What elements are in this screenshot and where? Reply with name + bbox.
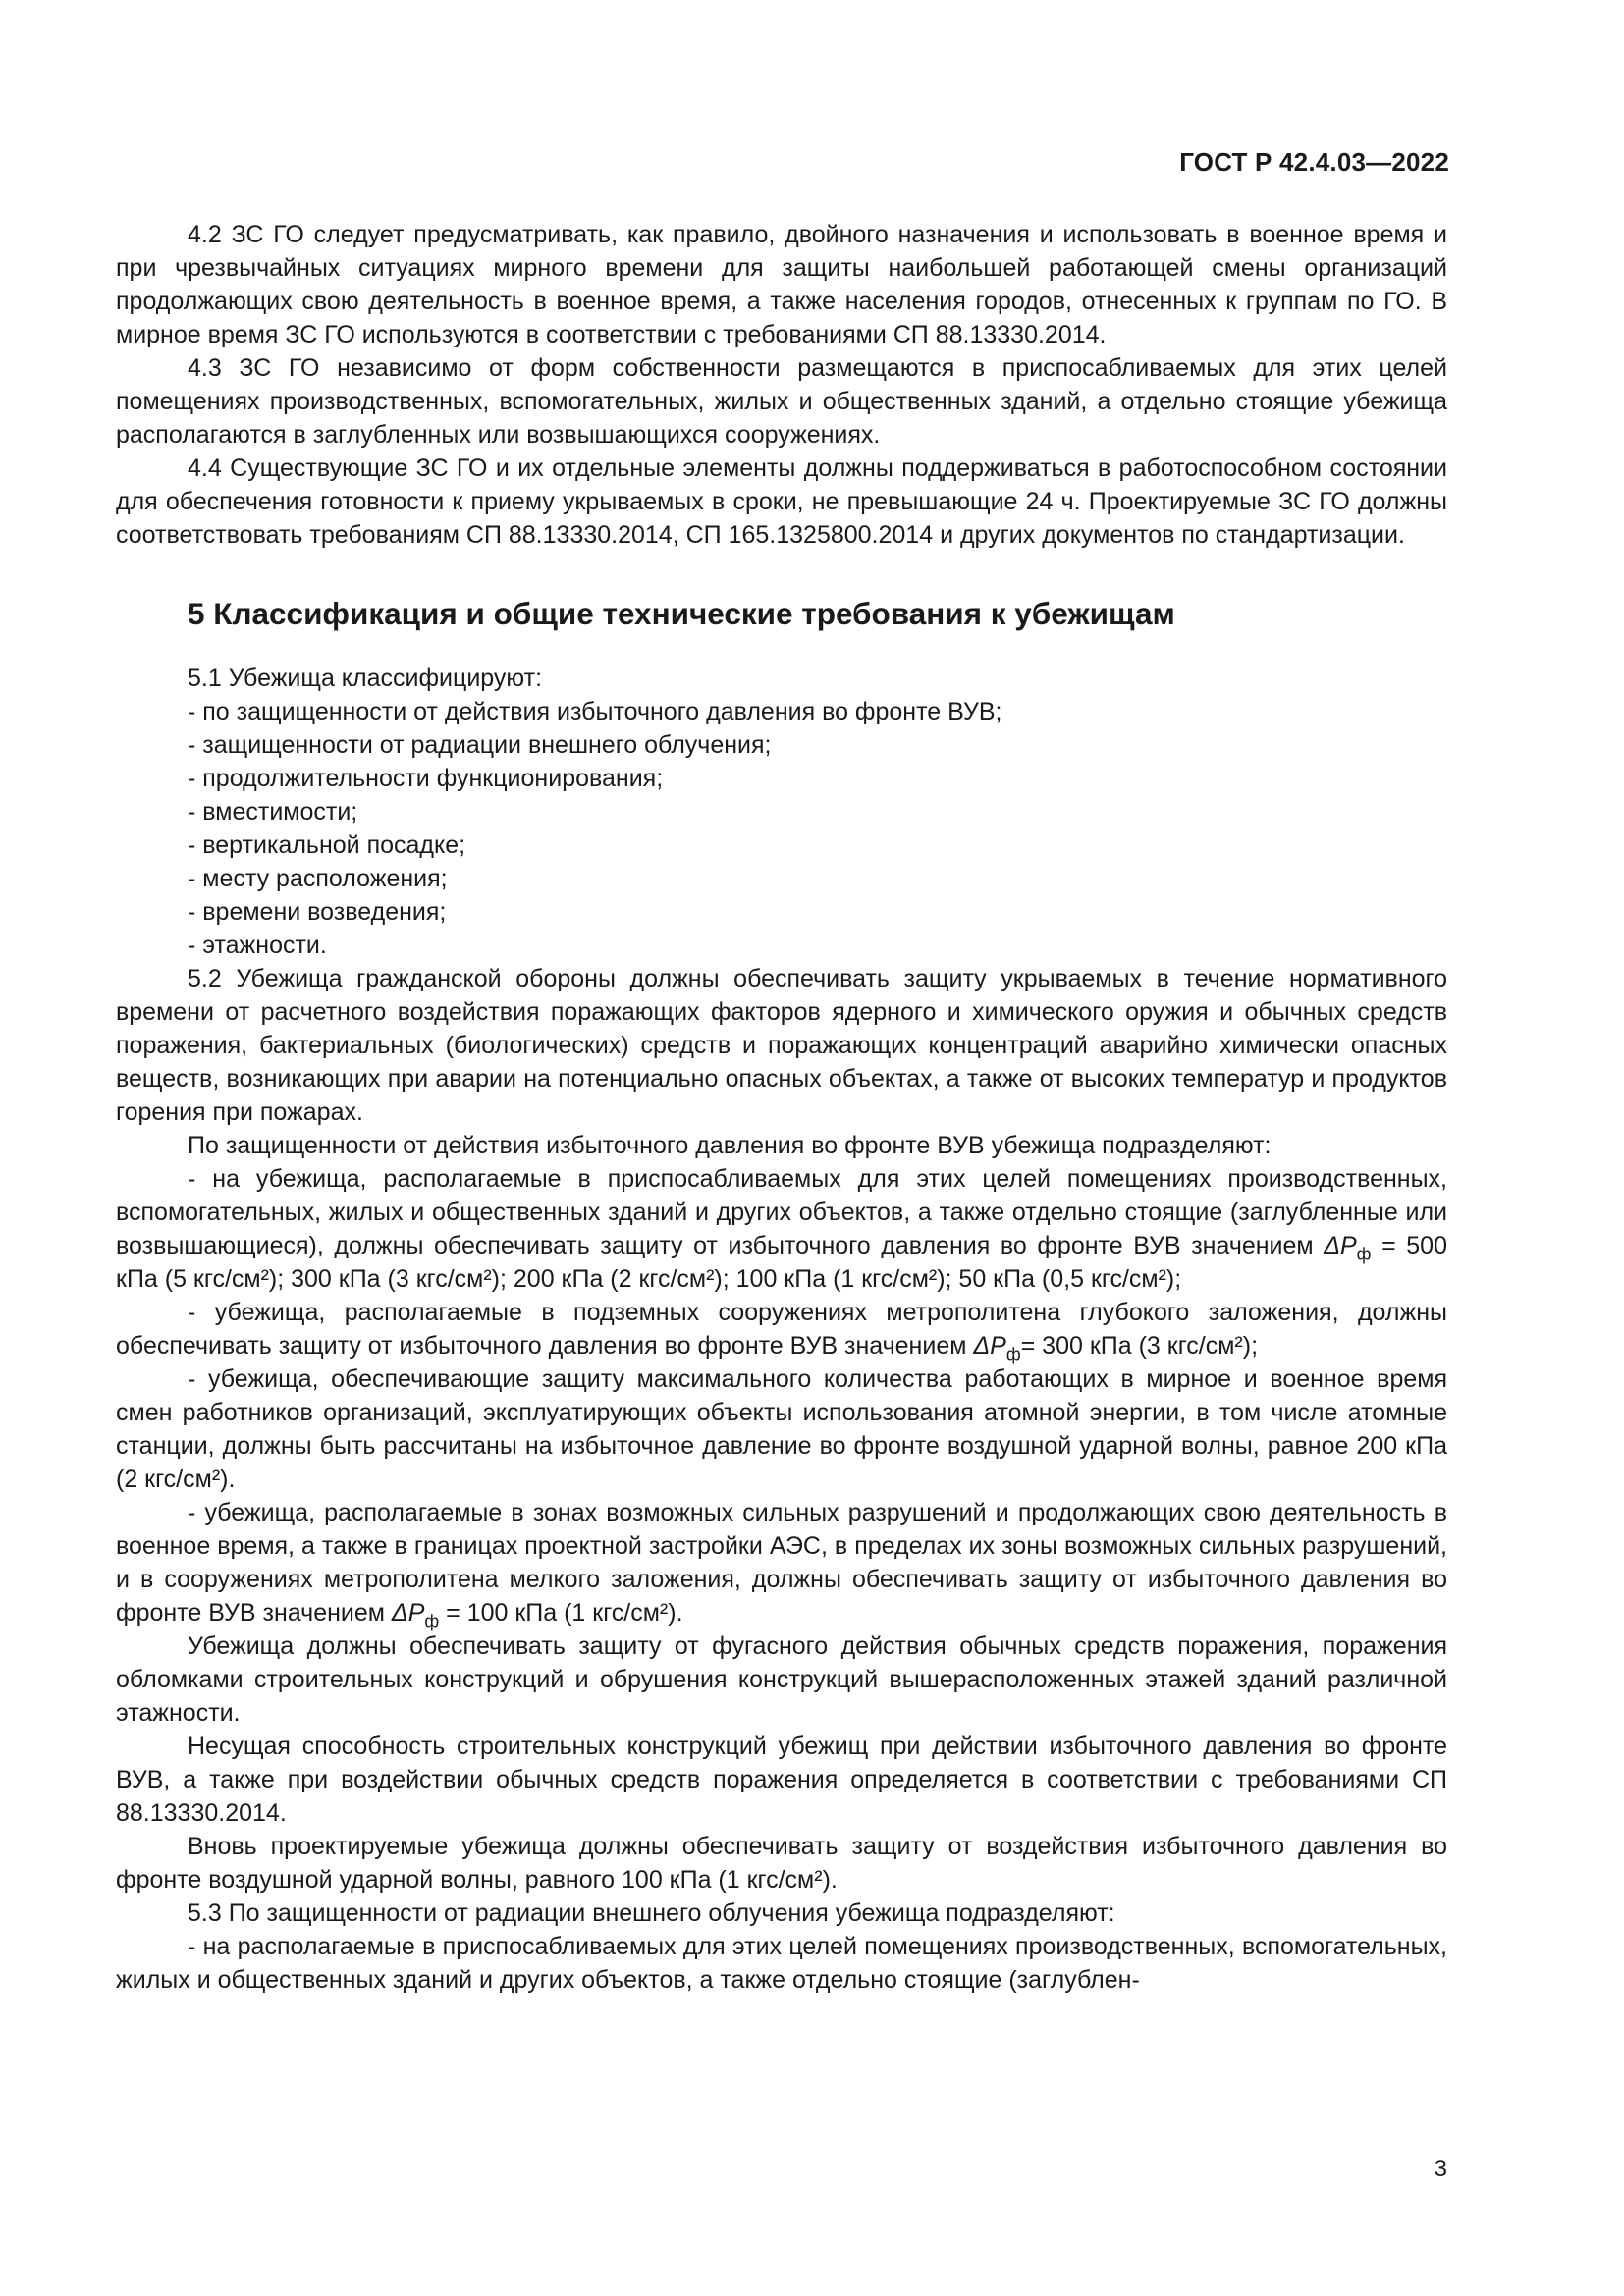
paragraph-5-1: 5.1 Убежища классифицируют: — [188, 665, 543, 692]
paragraph-blast-protection: Убежища должны обеспечивать защиту от фугасного действия обычных средств поражения, поражения обломками строительных конструкций и обрушения конструкций вышерасположенных этажей зданий различной этажности. — [116, 1632, 1447, 1727]
document-body — [116, 218, 1447, 1997]
list-item: - защищенности от радиации внешнего облучения; — [188, 731, 772, 759]
delta-p-symbol: ΔP — [1324, 1232, 1357, 1259]
page-number: 3 — [1434, 2156, 1447, 2182]
pressure-item-adapted-shelters — [116, 1162, 1447, 1296]
list-item: - вертикальной посадке; — [188, 831, 466, 859]
classification-list — [116, 695, 1447, 962]
pressure-item-destruction-zones — [116, 1496, 1447, 1629]
paragraph-4-2: 4.2 ЗС ГО следует предусматривать, как правило, двойного назначения и использовать в военное время и при чрезвычайных ситуациях мирного времени для защиты наибольшей работающей смены организаций продолжающих свою деятельность в военное время, а также населения городов, отнесенных к группам по ГО. В мирное время ЗС ГО используются в соответствии с требованиями СП 88.13330.2014. — [116, 221, 1447, 348]
list-item: - месту расположения; — [188, 865, 448, 892]
phi-subscript: ф — [1005, 1344, 1021, 1364]
pressure-item-deep-metro — [116, 1296, 1447, 1362]
paragraph-new-shelters: Вновь проектируемые убежища должны обеспечивать защиту от воздействия избыточного давления во фронте воздушной ударной волны, равного 100 кПа (1 кгс/см²). — [116, 1833, 1447, 1894]
list-item: - времени возведения; — [188, 898, 447, 926]
item-text: - убежища, располагаемые в подземных сооружениях метрополитена глубокого заложения, должны обеспечивать защиту от избыточного давления во фронте ВУВ значением — [116, 1299, 1447, 1360]
list-item: - продолжительности функционирования; — [188, 765, 664, 792]
delta-p-symbol: ΔP — [391, 1599, 425, 1627]
paragraph-4-3: 4.3 ЗС ГО независимо от форм собственности размещаются в приспосабливаемых для этих целей помещениях производственных, вспомогательных, жилых и общественных зданий, а отдельно стоящие убежища располагаются в заглубленных или возвышающихся сооружениях. — [116, 354, 1447, 449]
list-item: - этажности. — [188, 932, 327, 959]
phi-subscript: ф — [424, 1611, 440, 1631]
list-item: - по защищенности от действия избыточного давления во фронте ВУВ; — [188, 698, 1002, 725]
document-code: ГОСТ Р 42.4.03—2022 — [1179, 147, 1449, 177]
pressure-values: = 300 кПа (3 кгс/см²); — [1020, 1332, 1259, 1360]
paragraph-4-4: 4.4 Существующие ЗС ГО и их отдельные элементы должны поддерживаться в работоспособном состоянии для обеспечения готовности к приему укрываемых в сроки, не превышающие 24 ч. Проектируемые ЗС ГО должны соответствовать требованиям СП 88.13330.2014, СП 165.1325800.2014 и других документов по стандартизации. — [116, 454, 1447, 549]
item-text: - на убежища, располагаемые в приспосабливаемых для этих целей помещениях производственных, вспомогательных, жилых и общественных зданий и других объектов, а также отдельно стоящие (заглубленные или возвышающиеся), должны обеспечивать защиту от избыточного давления во фронте ВУВ значением — [116, 1165, 1447, 1259]
section-5-heading: 5 Классификация и общие технические требования к убежищам — [188, 596, 1175, 631]
delta-p-symbol: ΔP — [973, 1332, 1006, 1360]
item-text: - убежища, располагаемые в зонах возможных сильных разрушений и продолжающих свою деятельность в военное время, а также в границах проектной застройки АЭС, в пределах их зоны возможных сильных разрушений, и в сооружениях метрополитена мелкого заложения, должны обеспечивать защиту от избыточного давления во фронте ВУВ значением — [116, 1499, 1447, 1627]
paragraph-load-capacity: Несущая способность строительных конструкций убежищ при действии избыточного давления во фронте ВУВ, а также при воздействии обычных средств поражения определяется в соответствии с требованиями СП 88.13330.2014. — [116, 1733, 1447, 1827]
pressure-values: = 500 кПа (5 кгс/см²); 300 кПа (3 кгс/см²); 200 кПа (2 кгс/см²); 100 кПа (1 кгс/см²); 50 кПа (0,5 кгс/см²); — [116, 1232, 1447, 1293]
paragraph-5-3: 5.3 По защищенности от радиации внешнего облучения убежища подразделяют: — [188, 1899, 1115, 1927]
pressure-item-nuclear: - убежища, обеспечивающие защиту максимального количества работающих в мирное и военное время смен работников организаций, эксплуатирующих объекты использования атомной энергии, в том числе атомные станции, должны быть рассчитаны на избыточное давление во фронте воздушной ударной волны, равное 200 кПа (2 кгс/см²). — [116, 1365, 1447, 1493]
pressure-values: = 100 кПа (1 кгс/см²). — [446, 1599, 683, 1627]
radiation-item-adapted: - на располагаемые в приспосабливаемых для этих целей помещениях производственных, вспомогательных, жилых и общественных зданий и других объектов, а также отдельно стоящие (заглублен- — [116, 1933, 1447, 1994]
paragraph-5-2: 5.2 Убежища гражданской обороны должны обеспечивать защиту укрываемых в течение нормативного времени от расчетного воздействия поражающих факторов ядерного и химического оружия и обычных средств поражения, бактериальных (биологических) средств и поражающих концентраций аварийно химически опасных веществ, возникающих при аварии на потенциально опасных объектах, а также от высоких температур и продуктов горения при пожарах. — [116, 965, 1447, 1126]
phi-subscript: ф — [1356, 1244, 1372, 1264]
pressure-classification-intro: По защищенности от действия избыточного давления во фронте ВУВ убежища подразделяют: — [188, 1132, 1272, 1159]
list-item: - вместимости; — [188, 798, 358, 826]
